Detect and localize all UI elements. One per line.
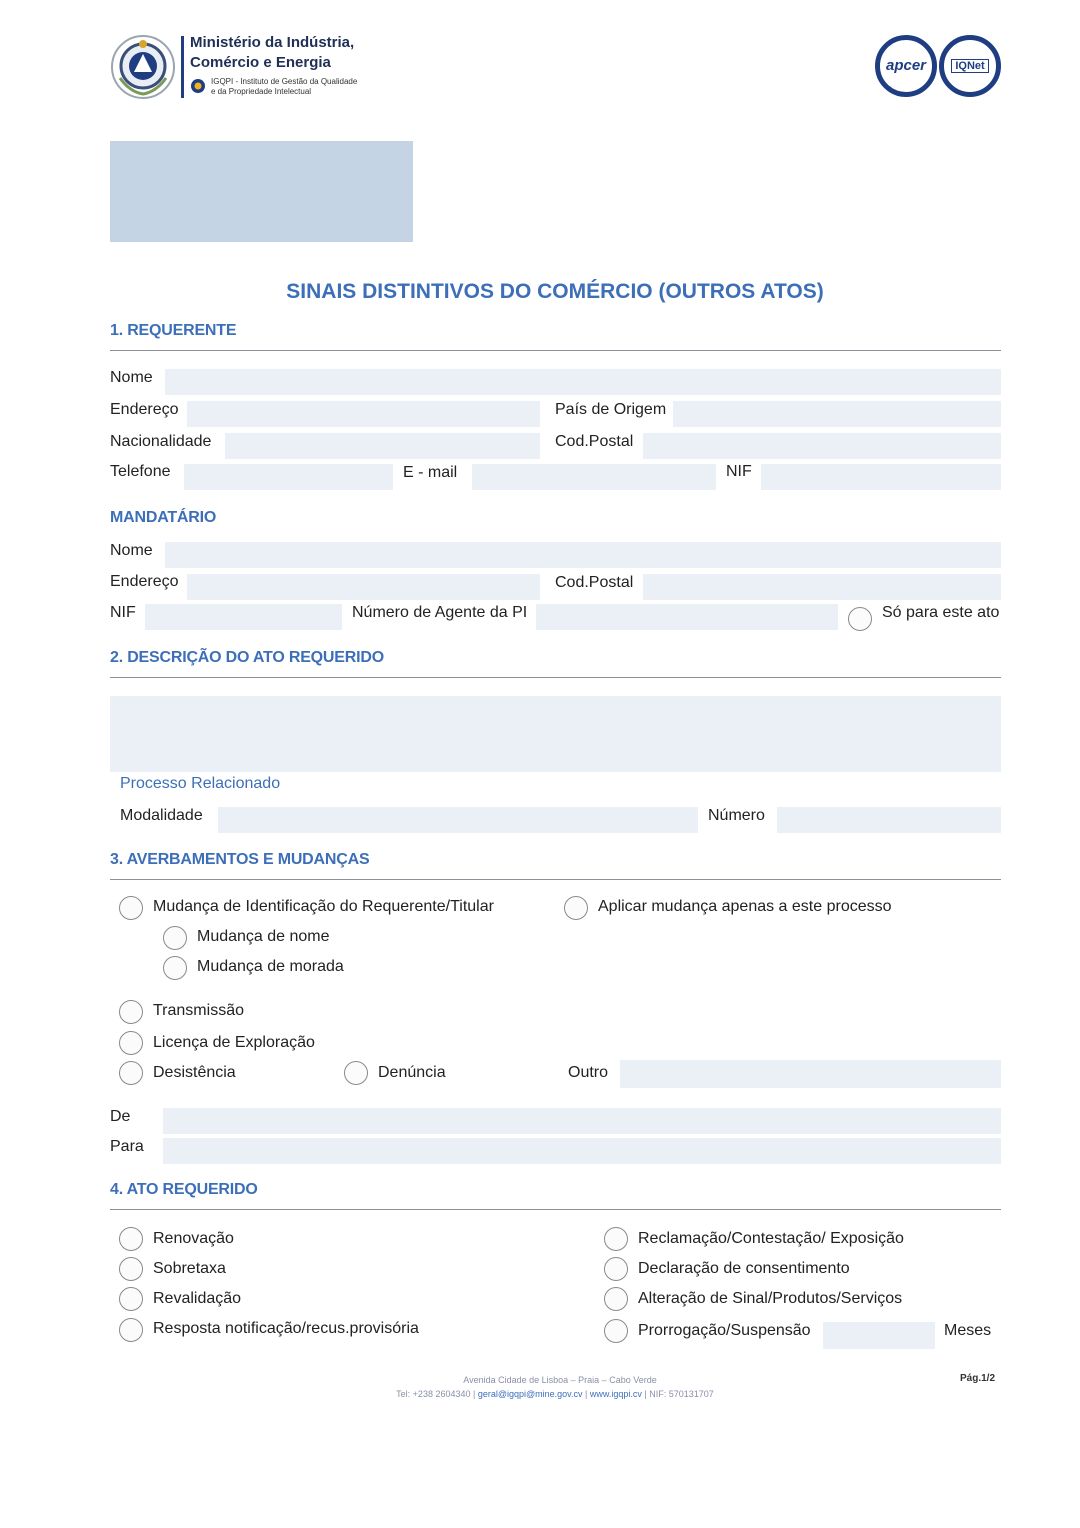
desistencia-radio[interactable] (119, 1061, 143, 1085)
section-averbamentos-rule (110, 879, 1001, 880)
meses-label: Meses (944, 1322, 992, 1339)
section-mandatario-heading: MANDATÁRIO (110, 509, 217, 526)
mudanca-morada-label: Mudança de morada (197, 958, 344, 975)
ministry-name-line1: Ministério da Indústria, (190, 34, 355, 51)
section-requerente-heading: 1. REQUERENTE (110, 322, 237, 339)
requerente-telefone-field[interactable] (184, 464, 393, 490)
section-descricao-rule (110, 677, 1001, 678)
para-field[interactable] (163, 1138, 1001, 1164)
office-use-stamp-box (110, 141, 413, 242)
descricao-textarea[interactable] (110, 696, 1001, 772)
resposta-notificacao-radio[interactable] (119, 1318, 143, 1342)
revalidacao-radio[interactable] (119, 1287, 143, 1311)
licenca-exploracao-label: Licença de Exploração (153, 1034, 315, 1051)
requerente-codpostal-label: Cod.Postal (555, 433, 634, 450)
prorrogacao-radio[interactable] (604, 1319, 628, 1343)
mandatario-nome-field[interactable] (165, 542, 1001, 568)
para-label: Para (110, 1138, 144, 1155)
modalidade-label: Modalidade (120, 807, 203, 824)
apcer-seal-label: apcer (885, 57, 927, 74)
requerente-email-label: E - mail (403, 464, 458, 481)
alteracao-sinal-label: Alteração de Sinal/Produtos/Serviços (638, 1290, 903, 1307)
alteracao-sinal-radio[interactable] (604, 1287, 628, 1311)
form-title: SINAIS DISTINTIVOS DO COMÉRCIO (OUTROS ATOS) (286, 280, 824, 303)
institute-name-line2: e da Propriedade Intelectual (211, 87, 312, 96)
licenca-exploracao-radio[interactable] (119, 1031, 143, 1055)
section-ato-requerido-rule (110, 1209, 1001, 1210)
mandatario-endereco-field[interactable] (187, 574, 540, 600)
outro-field[interactable] (620, 1060, 1001, 1088)
footer-address: Avenida Cidade de Lisboa – Praia – Cabo Verde (463, 1375, 657, 1385)
requerente-nacionalidade-label: Nacionalidade (110, 433, 212, 450)
coat-of-arms-logo (110, 34, 176, 100)
mudanca-nome-radio[interactable] (163, 926, 187, 950)
mandatario-nome-label: Nome (110, 542, 153, 559)
declaracao-consentimento-radio[interactable] (604, 1257, 628, 1281)
declaracao-consentimento-label: Declaração de consentimento (638, 1260, 850, 1277)
requerente-pais-label: País de Origem (555, 401, 667, 418)
renovacao-label: Renovação (153, 1230, 234, 1247)
requerente-pais-field[interactable] (673, 401, 1001, 427)
resposta-notificacao-label: Resposta notificação/recus.provisória (153, 1320, 419, 1337)
requerente-email-field[interactable] (472, 464, 716, 490)
mudanca-identificacao-radio[interactable] (119, 896, 143, 920)
mudanca-nome-label: Mudança de nome (197, 928, 330, 945)
reclamacao-radio[interactable] (604, 1227, 628, 1251)
apcer-certification-seal (875, 35, 937, 97)
page-number: Pág.1/2 (960, 1373, 996, 1384)
revalidacao-label: Revalidação (153, 1290, 242, 1307)
iqnet-seal-label: IQNet (951, 59, 989, 73)
requerente-nome-label: Nome (110, 369, 153, 386)
sobretaxa-radio[interactable] (119, 1257, 143, 1281)
requerente-endereco-label: Endereço (110, 401, 179, 418)
mudanca-morada-radio[interactable] (163, 956, 187, 980)
mandatario-agente-field[interactable] (536, 604, 838, 630)
modalidade-field[interactable] (218, 807, 698, 833)
institute-name-line1: IGQPI - Instituto de Gestão da Qualidade (211, 77, 358, 86)
header-divider (181, 36, 184, 98)
mandatario-endereco-label: Endereço (110, 573, 179, 590)
mudanca-identificacao-label: Mudança de Identificação do Requerente/Titular (153, 898, 494, 915)
desistencia-label: Desistência (153, 1064, 236, 1081)
footer-email-link[interactable]: geral@igqpi@mine.gov.cv (477, 1389, 583, 1399)
transmissao-radio[interactable] (119, 1000, 143, 1024)
prorrogacao-meses-field[interactable] (823, 1322, 935, 1349)
footer-tel: Tel: +238 2604340 | (396, 1389, 476, 1399)
requerente-endereco-field[interactable] (187, 401, 540, 427)
so-para-este-ato-label: Só para este ato (882, 604, 1000, 621)
mandatario-nif-field[interactable] (145, 604, 342, 630)
de-label: De (110, 1108, 131, 1125)
requerente-nome-field[interactable] (165, 369, 1001, 395)
numero-label: Número (708, 807, 765, 824)
prorrogacao-label: Prorrogação/Suspensão (638, 1322, 811, 1339)
transmissao-label: Transmissão (153, 1002, 244, 1019)
requerente-codpostal-field[interactable] (643, 433, 1001, 459)
mandatario-agente-label: Número de Agente da PI (352, 604, 528, 621)
numero-field[interactable] (777, 807, 1001, 833)
footer-contacts (0, 1389, 1080, 1399)
sobretaxa-label: Sobretaxa (153, 1260, 226, 1277)
footer-nif: | NIF: 570131707 (644, 1389, 714, 1399)
so-para-este-ato-radio[interactable] (848, 607, 872, 631)
outro-label: Outro (568, 1064, 609, 1081)
footer-separator: | (585, 1389, 588, 1399)
section-ato-requerido-heading: 4. ATO REQUERIDO (110, 1181, 258, 1198)
aplicar-mudanca-label: Aplicar mudança apenas a este processo (598, 898, 892, 915)
requerente-nif-field[interactable] (761, 464, 1001, 490)
section-descricao-heading: 2. DESCRIÇÃO DO ATO REQUERIDO (110, 649, 384, 666)
iqnet-certification-seal (939, 35, 1001, 97)
mandatario-codpostal-field[interactable] (643, 574, 1001, 600)
ministry-name-line2: Comércio e Energia (190, 54, 331, 71)
footer-web-link[interactable]: www.igqpi.cv (589, 1389, 642, 1399)
renovacao-radio[interactable] (119, 1227, 143, 1251)
section-requerente-rule (110, 350, 1001, 351)
denuncia-radio[interactable] (344, 1061, 368, 1085)
de-field[interactable] (163, 1108, 1001, 1134)
requerente-nacionalidade-field[interactable] (225, 433, 540, 459)
mandatario-nif-label: NIF (110, 604, 136, 621)
processo-relacionado-heading: Processo Relacionado (120, 775, 281, 792)
requerente-nif-label: NIF (726, 463, 752, 480)
institute-logo (190, 78, 206, 94)
requerente-telefone-label: Telefone (110, 463, 171, 480)
denuncia-label: Denúncia (378, 1064, 446, 1081)
mandatario-codpostal-label: Cod.Postal (555, 574, 634, 591)
section-averbamentos-heading: 3. AVERBAMENTOS E MUDANÇAS (110, 851, 370, 868)
reclamacao-label: Reclamação/Contestação/ Exposição (638, 1230, 904, 1247)
aplicar-mudanca-radio[interactable] (564, 896, 588, 920)
